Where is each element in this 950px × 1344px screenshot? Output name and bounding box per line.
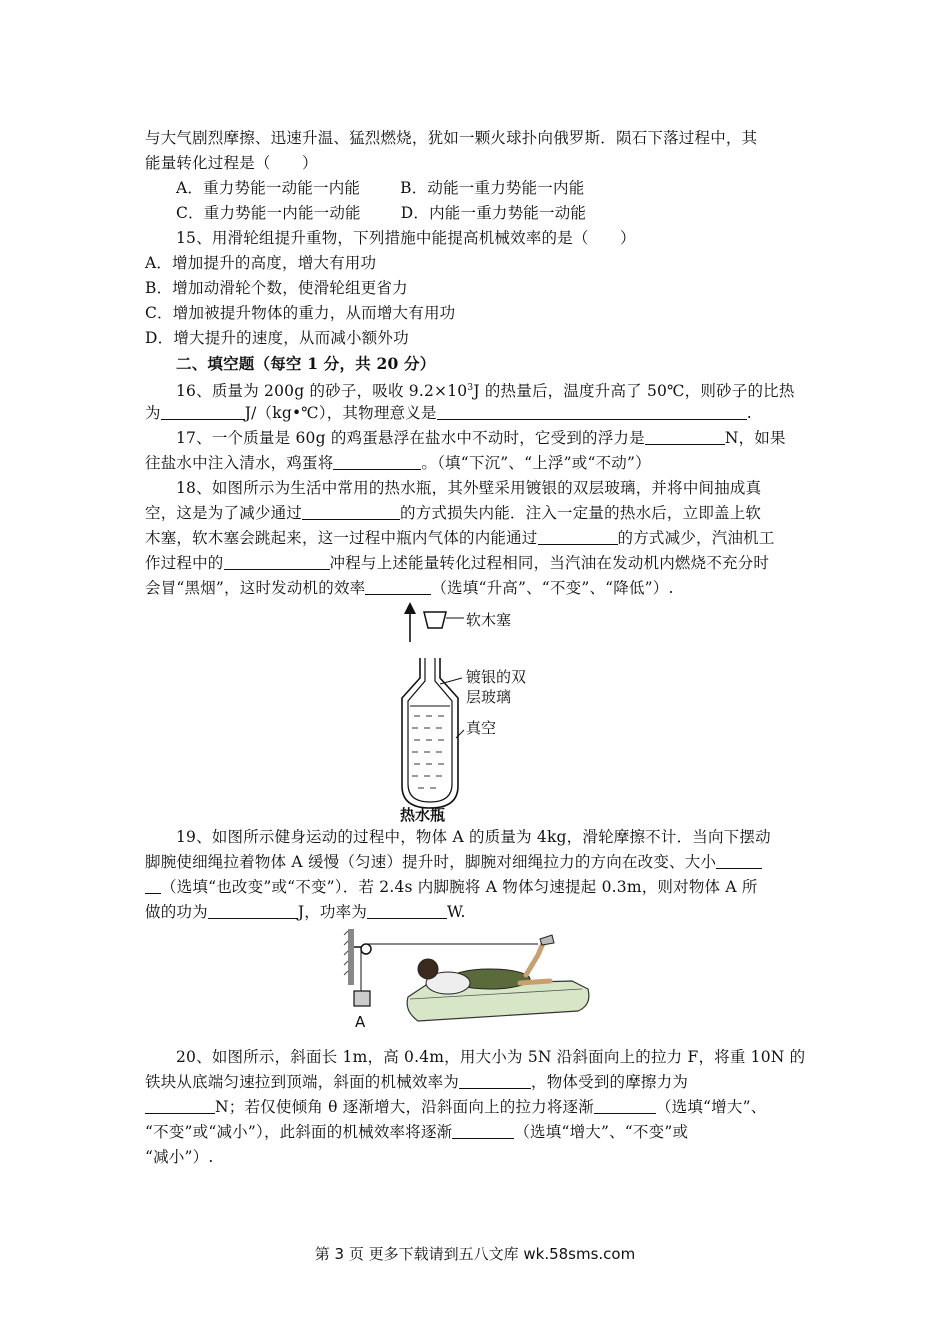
- person-foot: [540, 935, 554, 945]
- q18-text-b: 的方式损失内能．注入一定量的热水后，立即盖上软: [400, 504, 762, 522]
- q16-superscript: 3: [467, 383, 474, 393]
- q16-text-e: .: [746, 404, 752, 422]
- q14-options-ab: [176, 176, 846, 201]
- q16-blank-2[interactable]: [437, 403, 747, 420]
- page-footer: 第 3 页 更多下载请到五八文库 wk.58sms.com: [314, 1245, 636, 1263]
- q17-blank-2[interactable]: [333, 453, 421, 470]
- q14-options-cd: [176, 201, 846, 226]
- q14-option-b: B．动能一重力势能一内能: [400, 179, 585, 197]
- q16-text-a: 16、质量为 200g 的砂子，吸收 9.2×10: [176, 382, 468, 401]
- q15-option-c: C．增加被提升物体的重力，从而增大有用功: [145, 304, 456, 322]
- glass-label-2: 层玻璃: [466, 688, 512, 706]
- q14-line-2: 能量转化过程是（ ）: [145, 154, 318, 172]
- water-fill: [412, 716, 444, 788]
- q16-text-d: J/（kg•℃），其物理意义是: [244, 404, 437, 422]
- q18-text-h: （选填“升高”、“不变”、“降低”）.: [431, 579, 674, 597]
- glass-label-1: 镀银的双: [466, 668, 527, 686]
- q20-line-1: 20、如图所示，斜面长 1m，高 0.4m，用大小为 5N 沿斜面向上的拉力 F，将重 10N 的: [176, 1048, 806, 1066]
- q20-text-b: ，物体受到的摩擦力为: [531, 1073, 689, 1091]
- exercise-figure: [340, 925, 620, 1035]
- q18-text-g: 会冒“黑烟”，这时发动机的效率: [145, 579, 366, 597]
- q17-text-c: 往盐水中注入清水，鸡蛋将: [145, 454, 334, 472]
- q19-text-b: （选填“也改变”或“不变”）．若 2.4s 内脚腕将 A 物体匀速提起 0.3m，则对物体 A 所: [161, 878, 758, 896]
- q19-line-2: [145, 850, 815, 875]
- q16-blank-1[interactable]: [161, 403, 245, 420]
- q16-line-2: [145, 401, 815, 426]
- q18-line-1: 18、如图所示为生活中常用的热水瓶，其外壁采用镀银的双层玻璃，并将中间抽成真: [176, 479, 762, 497]
- person-raised-leg: [526, 941, 544, 975]
- arrowhead-icon: [404, 602, 416, 614]
- q18-line-4: [145, 551, 815, 576]
- q15-stem: 15、用滑轮组提升重物，下列措施中能提高机械效率的是（ ）: [176, 229, 636, 247]
- q20-line-5: “减小”）.: [145, 1148, 214, 1166]
- q17-text-a: 17、一个质量是 60g 的鸡蛋悬浮在盐水中不动时，它受到的浮力是: [176, 429, 645, 447]
- q17-blank-1[interactable]: [645, 428, 725, 445]
- q19-text-a: 脚腕使细绳拉着物体 A 缓慢（匀速）提升时，脚腕对细绳拉力的方向在改变、大小: [145, 853, 717, 871]
- q17-text-b: N，如果: [724, 429, 786, 447]
- q20-blank-3[interactable]: [594, 1097, 656, 1114]
- q18-text-a: 空，这是为了减少通过: [145, 504, 303, 522]
- q19-text-d: J，功率为: [297, 903, 368, 921]
- q20-text-c: N；若仅使倾角 θ 逐渐增大，沿斜面向上的拉力将逐渐: [215, 1098, 594, 1116]
- q20-line-4: [145, 1120, 815, 1145]
- thermos-inner-wall: [408, 658, 452, 802]
- vacuum-label: 真空: [466, 719, 497, 737]
- q17-text-d: 。（填“下沉”、“上浮”或“不动”）: [421, 454, 651, 472]
- section-2-title: 二、填空题（每空 1 分，共 20 分）: [176, 354, 436, 373]
- q14-option-c: C．重力势能一内能一动能: [176, 204, 361, 222]
- thermos-figure: [380, 598, 580, 823]
- q20-text-a: 铁块从底端匀速拉到顶端，斜面的机械效率为: [145, 1073, 460, 1091]
- q20-line-3: [145, 1095, 815, 1120]
- q18-text-c: 木塞，软木塞会跳起来，这一过程中瓶内气体的内能通过: [145, 529, 538, 547]
- q18-blank-2[interactable]: [538, 528, 618, 545]
- q16-text-b: J 的热量后，温度升高了 50℃，则砂子的比热: [473, 382, 795, 401]
- q19-blank-1b[interactable]: [145, 877, 161, 894]
- q19-line-4: [145, 900, 815, 925]
- person-head: [418, 959, 438, 979]
- pulley-icon: [361, 944, 371, 954]
- wall-icon: [348, 929, 354, 985]
- q15-option-b: B．增加动滑轮个数，使滑轮组更省力: [145, 279, 408, 297]
- q20-blank-2[interactable]: [145, 1097, 215, 1114]
- q15-option-a: A．增加提升的高度，增大有用功: [145, 254, 377, 272]
- q20-text-f: （选填“增大”、“不变”或: [514, 1123, 689, 1141]
- q19-blank-1a[interactable]: [716, 852, 762, 869]
- q20-text-e: “不变”或“减小”），此斜面的机械效率将逐渐: [145, 1123, 453, 1141]
- q19-blank-3[interactable]: [367, 902, 447, 919]
- thermos-caption: 热水瓶: [400, 806, 446, 823]
- q18-blank-3[interactable]: [224, 553, 330, 570]
- q18-blank-4[interactable]: [365, 578, 431, 595]
- q20-text-d: （选填“增大”、: [655, 1098, 767, 1116]
- q14-line-1: 与大气剧烈摩擦、迅速升温、猛烈燃烧，犹如一颗火球扑向俄罗斯．陨石下落过程中，其: [145, 129, 758, 147]
- q17-line-1: [176, 426, 846, 451]
- q18-line-3: [145, 526, 815, 551]
- q19-text-e: W.: [447, 903, 466, 921]
- q18-text-d: 的方式减少，汽油机工: [617, 529, 775, 547]
- q20-blank-1[interactable]: [459, 1072, 531, 1089]
- q18-line-2: [145, 501, 815, 526]
- q14-option-d: D．内能一重力势能一动能: [400, 204, 587, 222]
- person-lower-leg: [520, 981, 550, 983]
- q19-text-c: 做的功为: [145, 903, 208, 921]
- q16-line-1: [176, 376, 846, 404]
- q19-blank-2[interactable]: [208, 902, 298, 919]
- q16-text-c: 为: [145, 404, 161, 422]
- q19-line-1: 19、如图所示健身运动的过程中，物体 A 的质量为 4kg，滑轮摩擦不计．当向下摆动: [176, 828, 771, 846]
- q15-option-d: D．增大提升的速度，从而减小额外功: [145, 329, 409, 347]
- cork-label: 软木塞: [466, 611, 512, 629]
- q18-text-e: 作过程中的: [145, 554, 224, 572]
- thermos-outer-wall: [402, 658, 458, 808]
- q20-blank-4[interactable]: [452, 1122, 514, 1139]
- wall-hatch: [344, 931, 348, 975]
- q14-option-a: A．重力势能一动能一内能: [176, 179, 361, 197]
- q18-blank-1[interactable]: [302, 503, 400, 520]
- q19-line-3: [145, 875, 815, 900]
- q17-line-2: [145, 451, 815, 476]
- q20-line-2: [145, 1070, 815, 1095]
- cork-icon: [424, 612, 446, 628]
- weight-a-icon: [354, 991, 370, 1006]
- q18-text-f: 冲程与上述能量转化过程相同，当汽油在发动机内燃烧不充分时: [329, 554, 770, 572]
- weight-a-label: A: [355, 1013, 366, 1031]
